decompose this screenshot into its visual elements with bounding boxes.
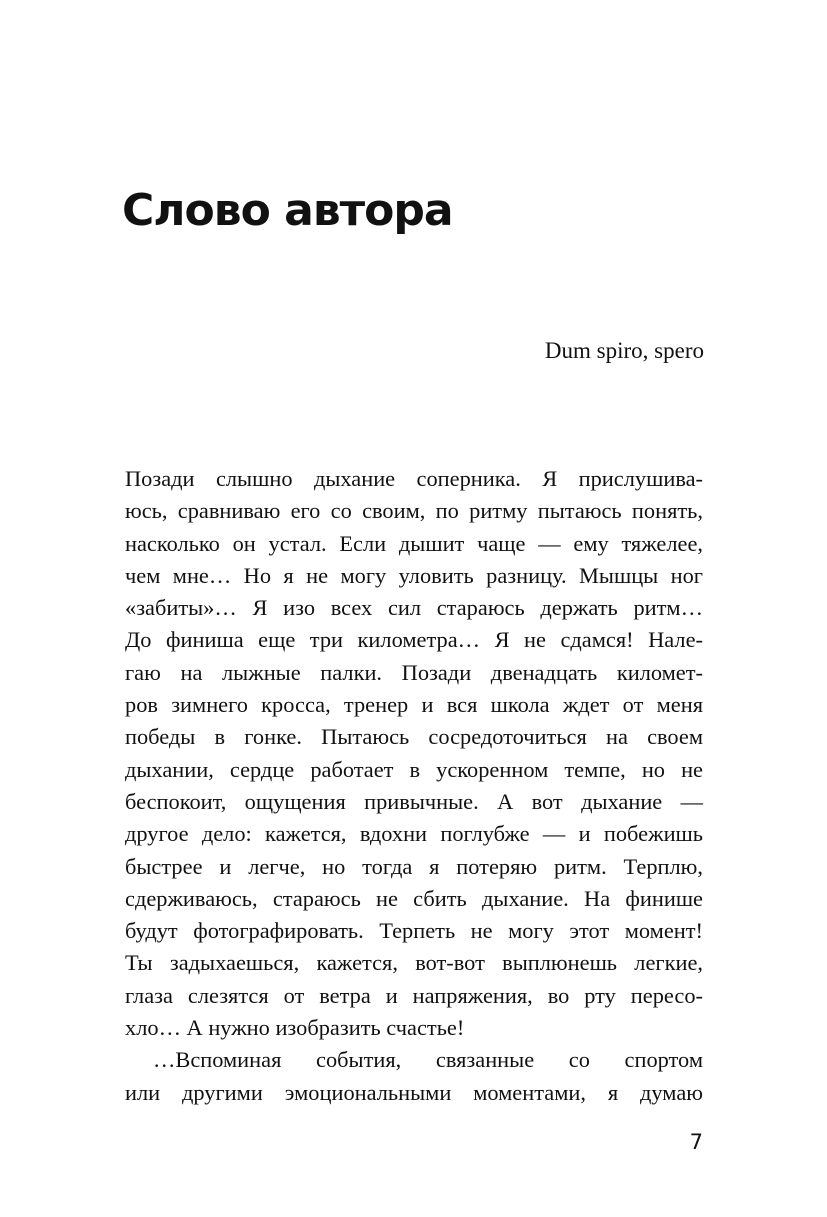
- text-line: быстрее и легче, но тогда я потеряю ритм. Терплю,: [125, 853, 703, 879]
- body-text: [125, 463, 703, 1109]
- text-line: ров зимнего кросса, тренер и вся школа ждет от меня: [125, 692, 703, 718]
- text-line: беспокоит, ощущения привычные. А вот дыхание —: [125, 788, 703, 814]
- text-line: победы в гонке. Пытаюсь сосредоточиться на своем: [125, 724, 703, 750]
- epigraph: Dum spiro, spero: [544, 338, 704, 363]
- text-line: дыхании, сердце работает в ускоренном темпе, но не: [125, 756, 703, 782]
- text-line: или другими эмоциональными моментами, я думаю: [125, 1079, 703, 1105]
- text-line: глаза слезятся от ветра и напряжения, во рту пересо-: [125, 982, 703, 1008]
- text-line: гаю на лыжные палки. Позади двенадцать километ-: [125, 659, 703, 685]
- text-line: насколько он устал. Если дышит чаще — ему тяжелее,: [125, 530, 703, 556]
- chapter-title: Слово автора: [122, 185, 453, 236]
- text-line: «забиты»… Я изо всех сил стараюсь держать ритм…: [125, 595, 703, 621]
- text-line: Позади слышно дыхание соперника. Я прислушива-: [125, 466, 703, 491]
- text-line: чем мне… Но я не могу уловить разницу. Мышцы ног: [125, 562, 703, 588]
- text-line: До финиша еще три километра… Я не сдамся! Нале-: [125, 627, 703, 653]
- text-line: будут фотографировать. Терпеть не могу этот момент!: [125, 918, 703, 944]
- text-line: другое дело: кажется, вдохни поглубже — и побежишь: [125, 821, 703, 847]
- text-line-paragraph-end: хло… А нужно изобразить счастье!: [125, 1015, 465, 1041]
- text-line-paragraph-start: …Вспоминая события, связанные со спортом: [153, 1047, 703, 1073]
- text-line: юсь, сравниваю его со своим, по ритму пытаюсь понять,: [125, 498, 703, 524]
- page-number: 7: [689, 1130, 703, 1154]
- text-line: сдерживаюсь, стараюсь не сбить дыхание. На финише: [125, 885, 703, 911]
- text-line: Ты задыхаешься, кажется, вот-вот выплюнешь легкие,: [125, 950, 703, 976]
